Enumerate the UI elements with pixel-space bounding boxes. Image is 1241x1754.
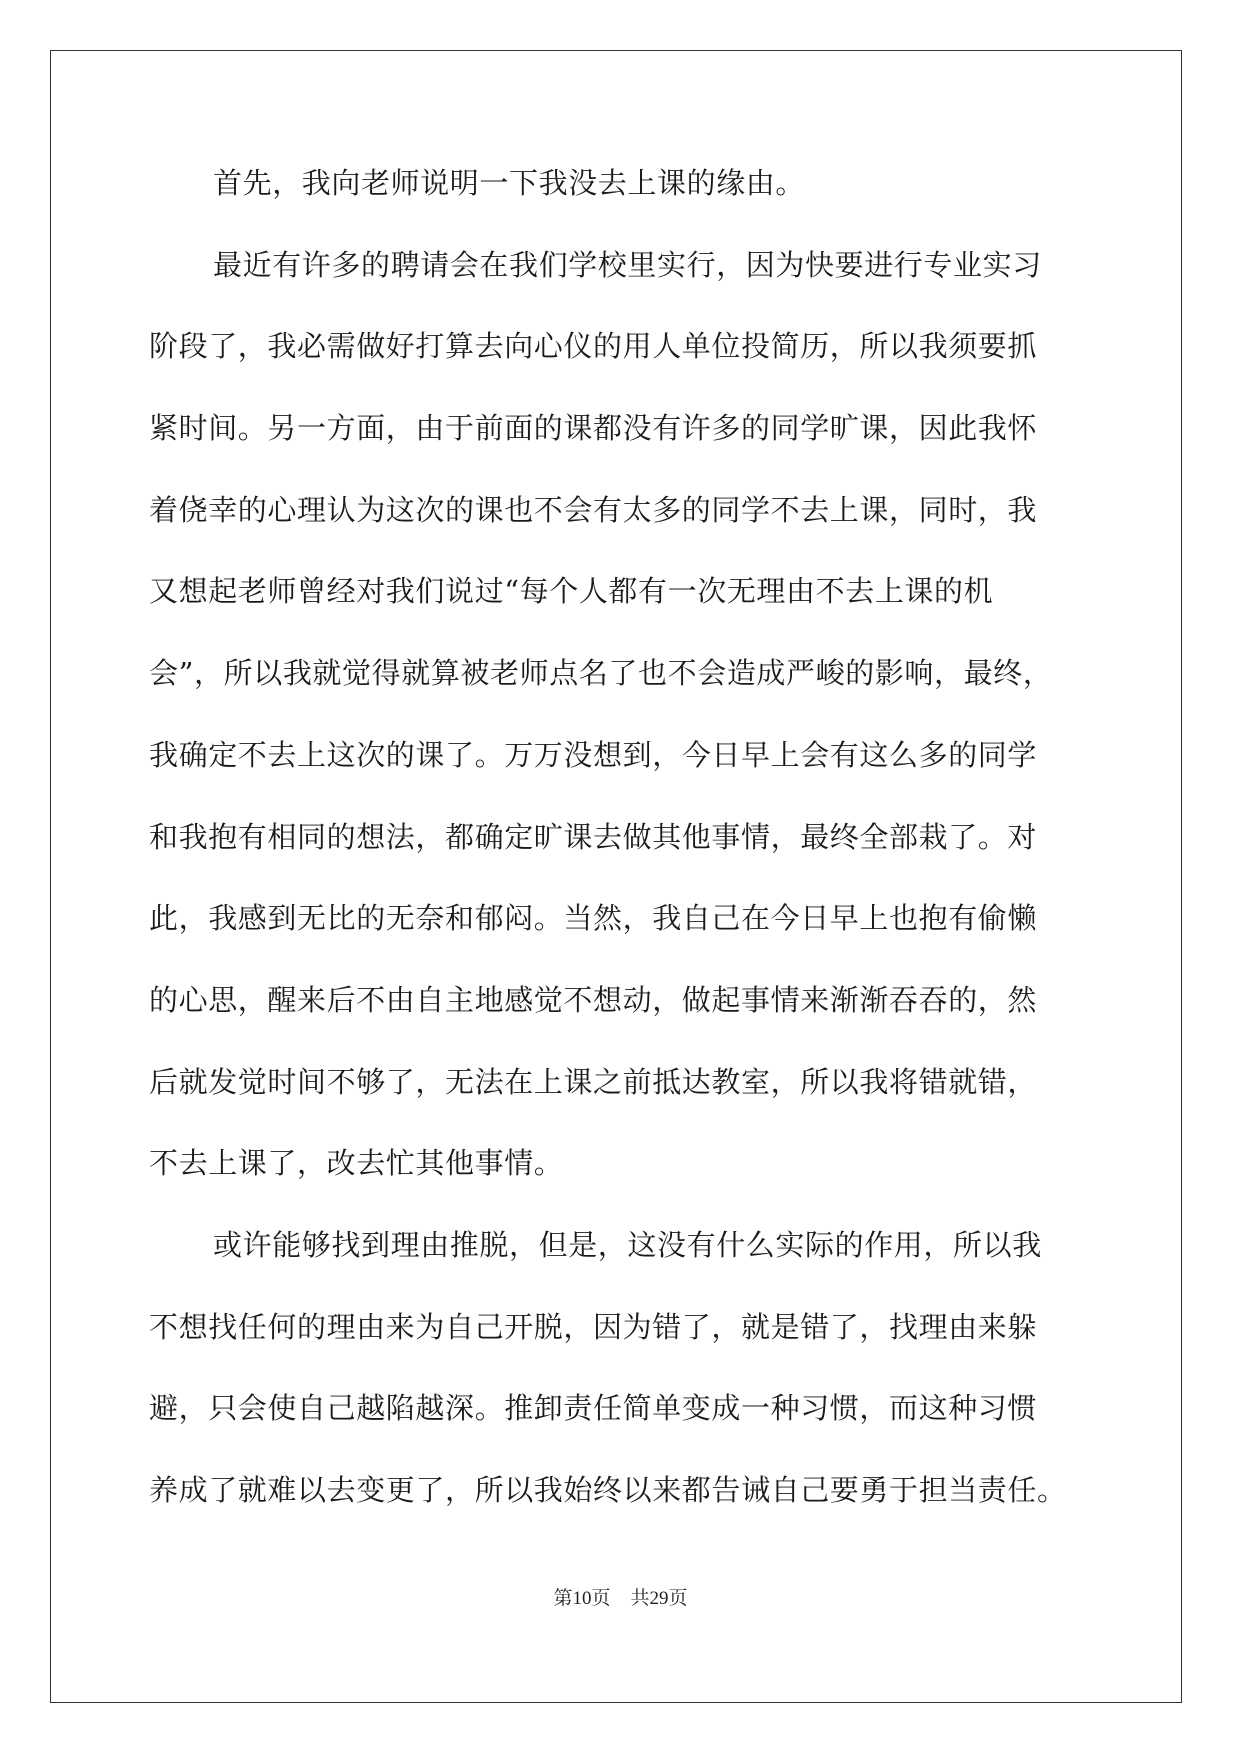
paragraph-3-line-2: 不想找任何的理由来为自己开脱，因为错了，就是错了，找理由来躲: [149, 1309, 1038, 1344]
paragraph-2-line-4: 着侥幸的心理认为这次的课也不会有太多的同学不去上课，同时，我: [149, 492, 1038, 527]
page-number: 第10页: [553, 1588, 611, 1609]
page-footer: [0, 1587, 1241, 1611]
paragraph-2-line-9: 此，我感到无比的无奈和郁闷。当然，我自己在今日早上也抱有偷懒: [149, 901, 1038, 936]
paragraph-2-line-6: 会”，所以我就觉得就算被老师点名了也不会造成严峻的影响，最终，: [149, 656, 1053, 691]
paragraph-2-line-2: 阶段了，我必需做好打算去向心仪的用人单位投简历，所以我须要抓: [149, 329, 1038, 364]
paragraph-2-line-11: 后就发觉时间不够了，无法在上课之前抵达教室，所以我将错就错，: [149, 1064, 1038, 1099]
paragraph-2-line-7: 我确定不去上这次的课了。万万没想到，今日早上会有这么多的同学: [149, 737, 1038, 772]
paragraph-2-line-3: 紧时间。另一方面，由于前面的课都没有许多的同学旷课，因此我怀: [149, 411, 1038, 446]
paragraph-2-line-1: 最近有许多的聘请会在我们学校里实行，因为快要进行专业实习: [213, 247, 1042, 282]
paragraph-1-line-1: 首先，我向老师说明一下我没去上课的缘由。: [213, 166, 806, 200]
paragraph-2-line-10: 的心思，醒来后不由自主地感觉不想动，做起事情来渐渐吞吞的，然: [149, 982, 1038, 1017]
paragraph-2-line-5: 又想起老师曾经对我们说过“每个人都有一次无理由不去上课的机: [149, 574, 994, 609]
page-total: 共29页: [630, 1588, 688, 1609]
document-body: [149, 163, 1099, 1552]
paragraph-3-line-3: 避，只会使自己越陷越深。推卸责任简单变成一种习惯，而这种习惯: [149, 1391, 1038, 1426]
paragraph-3-line-4: 养成了就难以去变更了，所以我始终以来都告诫自己要勇于担当责任。: [149, 1473, 1067, 1507]
paragraph-3-line-1: 或许能够找到理由推脱，但是，这没有什么实际的作用，所以我: [213, 1227, 1042, 1262]
paragraph-2-line-8: 和我抱有相同的想法，都确定旷课去做其他事情，最终全部栽了。对: [149, 819, 1038, 854]
paragraph-2-line-12: 不去上课了，改去忙其他事情。: [149, 1146, 564, 1181]
